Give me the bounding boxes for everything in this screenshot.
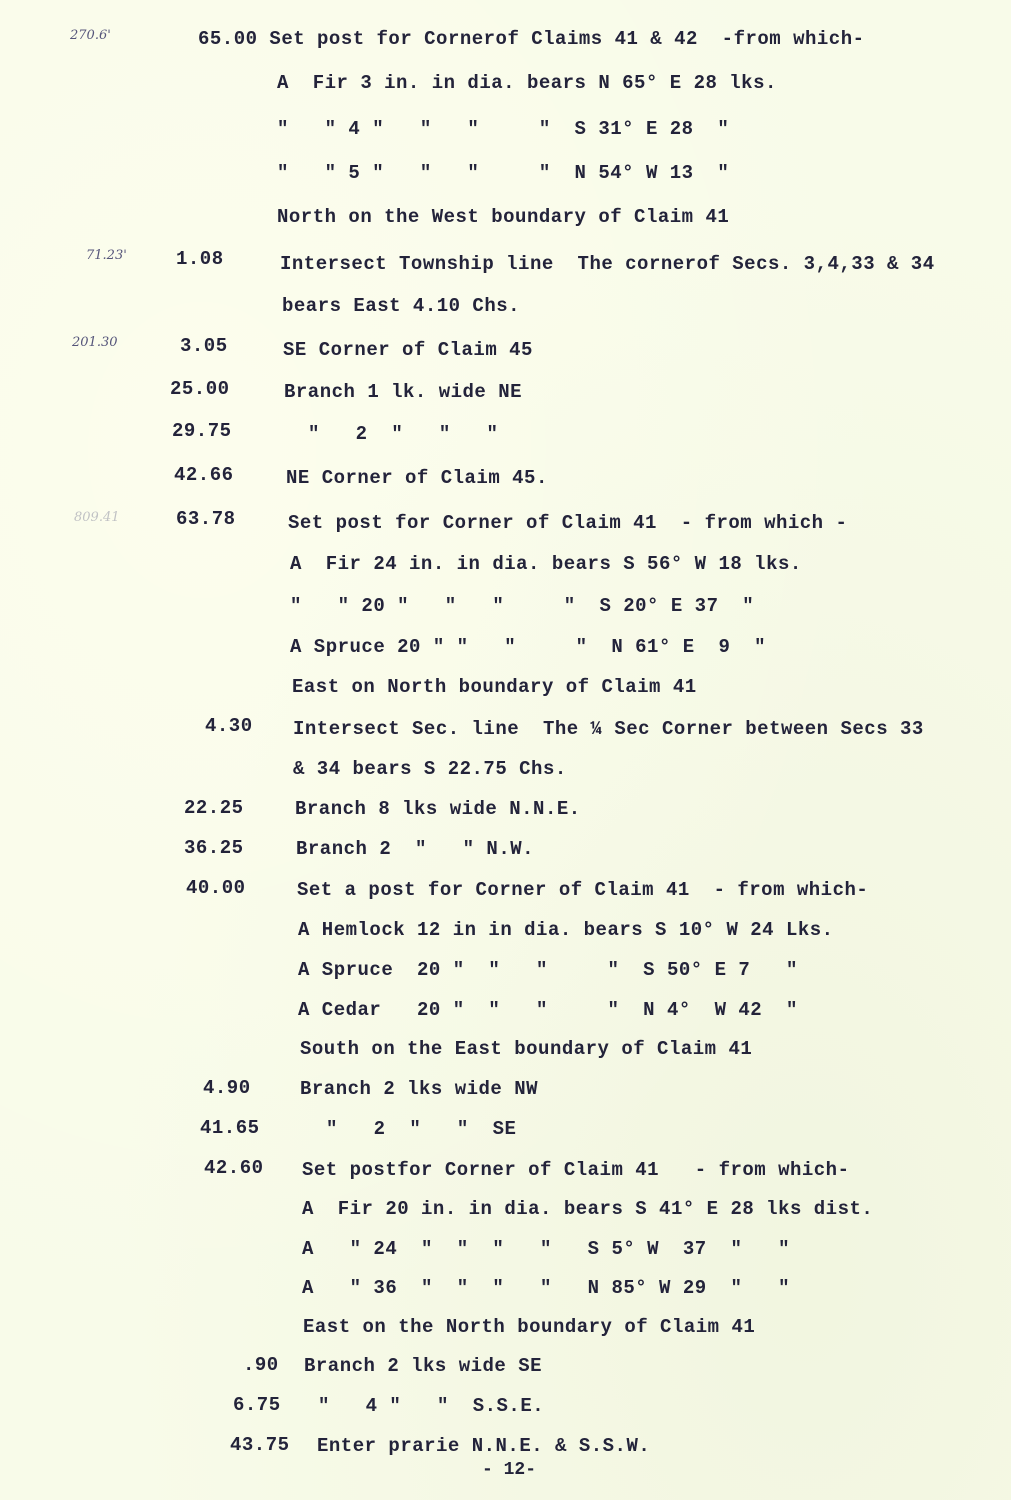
margin-note: 809.41 — [74, 510, 120, 525]
distance-value: 4.90 — [203, 1077, 251, 1099]
text-line: SE Corner of Claim 45 — [283, 339, 533, 361]
text-line: Enter prarie N.N.E. & S.S.W. — [317, 1435, 651, 1457]
distance-value: 25.00 — [170, 378, 230, 400]
text-line: & 34 bears S 22.75 Chs. — [293, 758, 567, 780]
text-line: A Fir 20 in. in dia. bears S 41° E 28 lks dist. — [302, 1198, 874, 1220]
distance-value: 42.66 — [174, 464, 234, 486]
text-line: 65.00 Set post for Cornerof Claims 41 & 42 -from which- — [198, 28, 865, 50]
distance-value: 40.00 — [186, 877, 246, 899]
text-line: Branch 2 " " N.W. — [296, 838, 535, 860]
distance-value: 6.75 — [233, 1394, 281, 1416]
text-line: " 2 " " " — [308, 423, 499, 445]
distance-value: 36.25 — [184, 837, 244, 859]
text-line: East on North boundary of Claim 41 — [292, 676, 697, 698]
text-line: A Fir 24 in. in dia. bears S 56° W 18 lks. — [290, 553, 802, 575]
text-line: A Fir 3 in. in dia. bears N 65° E 28 lks. — [277, 72, 777, 94]
text-line: A " 24 " " " " S 5° W 37 " " — [302, 1238, 790, 1260]
text-line: A " 36 " " " " N 85° W 29 " " — [302, 1277, 790, 1299]
margin-note: 270.6' — [70, 28, 111, 43]
distance-value: 41.65 — [200, 1117, 260, 1139]
distance-value: 29.75 — [172, 420, 232, 442]
text-line: Branch 1 lk. wide NE — [284, 381, 523, 403]
margin-note: 71.23' — [86, 248, 127, 263]
distance-value: 3.05 — [180, 335, 228, 357]
text-line: " " 5 " " " " N 54° W 13 " — [277, 162, 730, 184]
distance-value: 22.25 — [184, 797, 244, 819]
text-line: South on the East boundary of Claim 41 — [300, 1038, 753, 1060]
text-line: North on the West boundary of Claim 41 — [277, 206, 730, 228]
distance-value: 63.78 — [176, 508, 236, 530]
text-line: Intersect Township line The cornerof Secs. 3,4,33 & 34 — [280, 253, 935, 275]
text-line: " 2 " " SE — [326, 1118, 517, 1140]
text-line: " 4 " " S.S.E. — [318, 1395, 545, 1417]
distance-value: 43.75 — [230, 1434, 290, 1456]
text-line: Branch 2 lks wide NW — [300, 1078, 539, 1100]
distance-value: 4.30 — [205, 715, 253, 737]
text-line: NE Corner of Claim 45. — [286, 467, 548, 489]
text-line: " " 20 " " " " S 20° E 37 " — [290, 595, 755, 617]
text-line: A Cedar 20 " " " " N 4° W 42 " — [298, 999, 798, 1021]
text-line: Set postfor Corner of Claim 41 - from which- — [302, 1159, 850, 1181]
text-line: Set post for Corner of Claim 41 - from which - — [288, 512, 848, 534]
text-line: " " 4 " " " " S 31° E 28 " — [277, 118, 730, 140]
text-line: A Hemlock 12 in in dia. bears S 10° W 24 Lks. — [298, 919, 834, 941]
text-line: A Spruce 20 " " " " N 61° E 9 " — [290, 636, 767, 658]
text-line: Branch 8 lks wide N.N.E. — [295, 798, 581, 820]
text-line: Branch 2 lks wide SE — [304, 1355, 543, 1377]
text-line: East on the North boundary of Claim 41 — [303, 1316, 756, 1338]
text-line: A Spruce 20 " " " " S 50° E 7 " — [298, 959, 798, 981]
margin-note: 201.30 — [72, 335, 118, 350]
text-line: bears East 4.10 Chs. — [282, 295, 521, 317]
text-line: Set a post for Corner of Claim 41 - from which- — [297, 879, 869, 901]
distance-value: 42.60 — [204, 1157, 264, 1179]
distance-value: .90 — [243, 1354, 279, 1376]
page-number: - 12- — [482, 1460, 537, 1480]
text-line: Intersect Sec. line The ¼ Sec Corner between Secs 33 — [293, 718, 924, 740]
distance-value: 1.08 — [176, 248, 224, 270]
